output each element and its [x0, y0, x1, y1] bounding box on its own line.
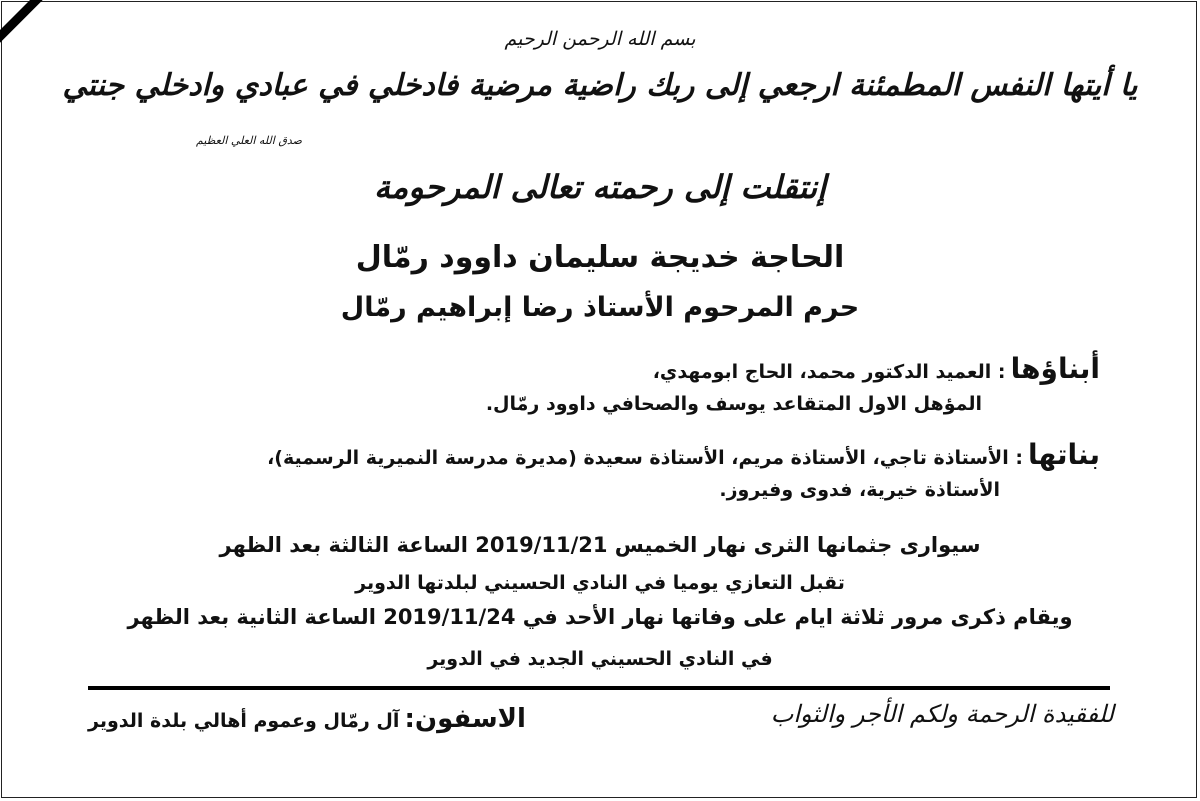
memorial-info: ويقام ذكرى مرور ثلاثة ايام على وفاتها نهار الأحد في 2019/11/24 الساعة الثانية بعد الظهر	[127, 605, 1073, 629]
sons-line-2: المؤهل الاول المتقاعد يوسف والصحافي داوود رمّال.	[485, 393, 982, 415]
mourners	[88, 704, 568, 734]
verse-ending: صدق الله العلي العظيم	[196, 134, 302, 147]
quran-verse: يا أيتها النفس المطمئنة ارجعي إلى ربك راضية مرضية فادخلي في عبادي وادخلي جنتي	[62, 68, 1138, 103]
divider	[88, 686, 1110, 690]
sons-section	[70, 352, 1100, 415]
condolences-info: تقبل التعازي يوميا في النادي الحسيني لبلدتها الدوير	[355, 572, 845, 594]
mourners-label: الاسفون:	[404, 704, 526, 734]
daughters-section	[70, 438, 1100, 501]
deceased-name: الحاجة خديجة سليمان داوود رمّال	[355, 240, 845, 275]
daughters-line-1: : الأستاذة تاجي، الأستاذة مريم، الأستاذة سعيدة (مديرة مدرسة النميرية الرسمية)،	[267, 447, 1023, 469]
basmala: بسم الله الرحمن الرحيم	[504, 28, 696, 50]
memorial-place: في النادي الحسيني الجديد في الدوير	[427, 648, 773, 670]
sons-label: أبناؤها	[1010, 352, 1100, 385]
funeral-info: سيوارى جثمانها الثرى نهار الخميس 2019/11/21 الساعة الثالثة بعد الظهر	[219, 533, 981, 557]
husband-line: حرم المرحوم الأستاذ رضا إبراهيم رمّال	[340, 292, 860, 323]
closing-prayer: للفقيدة الرحمة ولكم الأجر والثواب	[770, 700, 1114, 728]
daughters-line-2: الأستاذة خيرية، فدوى وفيروز.	[719, 479, 1000, 501]
sons-line-1: : العميد الدكتور محمد، الحاج ابومهدي،	[652, 361, 1006, 383]
mourners-names: آل رمّال وعموم أهالي بلدة الدوير	[88, 710, 400, 732]
daughters-label: بناتها	[1028, 438, 1100, 471]
announcement-heading: إنتقلت إلى رحمته تعالى المرحومة	[374, 168, 826, 206]
